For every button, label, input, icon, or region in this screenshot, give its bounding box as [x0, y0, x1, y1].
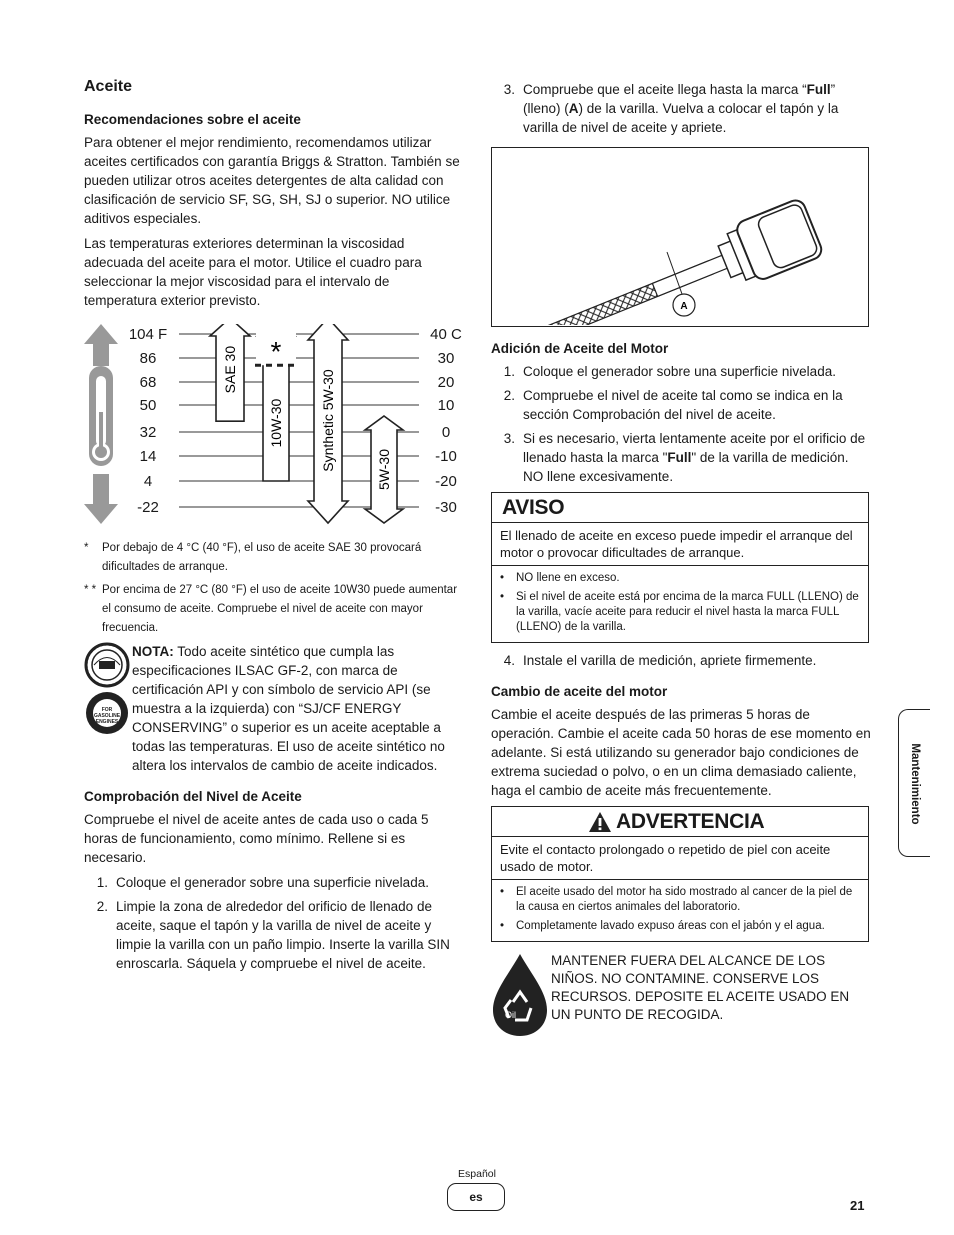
add-step3-full: Full [667, 450, 692, 465]
step3-mid: ” (lleno) ( [523, 82, 836, 116]
advertencia-title: ADVERTENCIA [616, 809, 765, 833]
step3-a: A [568, 101, 579, 116]
oil-recycle-icon [491, 952, 549, 1043]
check-step-1 [84, 873, 464, 892]
aviso-bullet-1: • NO llene en exceso. [500, 571, 860, 586]
recommendations-heading: Recomendaciones sobre el aceite [84, 112, 301, 127]
warning-triangle-icon [588, 811, 612, 833]
dipstick-figure [491, 147, 869, 327]
recommendations-paragraph-1: Para obtener el mejor rendimiento, recomendamos utilizar aceites certificados con garantía Briggs & Stratton. También se pueden utilizar otros aceites detergentes de alta calidad con clasificación de servicio SF, SG, SH, SJ o superior. NO utilice aditivos especiales. [84, 135, 460, 226]
aviso-title: AVISO [502, 495, 565, 519]
check-level-heading: Comprobación del Nivel de Aceite [84, 789, 302, 804]
add-step-1-text: Coloque el generador sobre una superficie nivelada. [523, 364, 836, 379]
add-step3-post: " de la varilla de medición. NO llene excesivamente. [523, 450, 849, 484]
temp-c-label: 10 [437, 397, 455, 414]
page-number: 21 [850, 1198, 865, 1213]
add-step-1 [491, 362, 871, 381]
footnote-2-mark: * * [84, 584, 97, 596]
viscosity-chart-svg [84, 324, 464, 529]
api-service-symbol-icon [84, 690, 130, 736]
temp-c-label: -20 [435, 473, 457, 490]
add-step-4 [491, 651, 871, 670]
dipstick-illustration [492, 148, 867, 325]
svg-text:FOR: FOR [101, 707, 113, 713]
temp-f-label: 32 [139, 424, 157, 441]
add-step-2-text: Compruebe el nivel de aceite tal como se indica en la sección Comprobación del nivel de aceite. [523, 388, 843, 422]
oil-change-paragraph: Cambie el aceite después de las primeras 5 horas de operación. Cambie el aceite cada 50 horas de ese momento en adelante. Si está utilizando su generador bajo condiciones de extrema suciedad o polvo, o en un clima demasiado caliente, haga el cambio de aceite más frecuentemente. [491, 707, 871, 798]
note-label: NOTA: [132, 644, 174, 659]
synthetic-oil-note [84, 642, 464, 775]
add-step-3-number: 3. [503, 431, 515, 446]
check-step-2-number: 2. [96, 899, 108, 914]
advertencia-header [492, 807, 868, 837]
temp-c-label: 40 C [430, 326, 462, 343]
add-step-4-number: 4. [503, 653, 515, 668]
svg-text:ENGINES: ENGINES [95, 719, 119, 725]
check-step-3-text [523, 80, 871, 137]
advertencia-bullet-2-text: Completamente lavado expuso áreas con el jabón y el agua. [516, 920, 825, 932]
api-seals [84, 642, 132, 775]
advertencia-box [491, 806, 869, 942]
advertencia-bullet-1: • El aceite usado del motor ha sido mostrado al cancer de la piel de la causa en ciertos animales del laboratorio. [500, 885, 860, 915]
oil-type-label: Synthetic 5W-30 [320, 369, 336, 472]
aviso-box [491, 492, 869, 643]
footnote-1 [84, 539, 464, 577]
footnote-1-text: Por debajo de 4 °C (40 °F), el uso de aceite SAE 30 provocará dificultades de arranque. [102, 542, 422, 573]
check-step-3 [491, 80, 871, 137]
temp-c-label: 30 [437, 350, 455, 367]
temp-f-label: 86 [139, 350, 157, 367]
footnote-2-text: Por encima de 27 °C (80 °F) el uso de aceite 10W30 puede aumentar el consumo de aceite. Compruebe el nivel de aceite con mayor frecuencia. [102, 584, 458, 634]
thermometer-icon [89, 366, 113, 466]
aviso-bullet-2: • Si el nivel de aceite está por encima de la marca FULL (LLENO) de la varilla, vacíe aceite para reducir el nivel hasta la marca FULL (LLENO) de la varilla. [500, 591, 859, 633]
thermometer-down-arrow [84, 474, 118, 524]
add-step-3-text [523, 429, 871, 486]
advertencia-body: Evite el contacto prolongado o repetido de piel con aceite usado de motor. [492, 837, 868, 880]
add-step3-pre: Si es necesario, vierta lentamente aceite por el orificio de llenado hasta la marca " [523, 431, 866, 465]
advertencia-bullet-2: • Completamente lavado expuso áreas con el jabón y el agua. [500, 919, 860, 934]
aviso-bullet-2-text: Si el nivel de aceite está por encima de la marca FULL (LLENO) de la varilla, vacíe aceite para reducir el nivel hasta la marca FULL (LLENO) de la varilla. [516, 591, 859, 633]
advertencia-bullets [492, 880, 868, 941]
check-level-paragraph: Compruebe el nivel de aceite antes de cada uso o cada 5 horas de funcionamiento, como mínimo. Rellene si es necesario. [84, 812, 429, 865]
footnote-1-mark: * [84, 542, 89, 554]
section-side-tab[interactable] [898, 709, 930, 857]
section-title: Aceite [84, 78, 133, 95]
oil-type-label: SAE 30 [222, 345, 238, 394]
aviso-body: El llenado de aceite en exceso puede impedir el arranque del motor o provocar dificultades de arranque. [492, 523, 868, 566]
oil-type-label: 10W-30 [268, 398, 284, 448]
step3-full: Full [806, 82, 831, 97]
temp-f-label: 50 [139, 397, 157, 414]
api-certification-mark-icon [84, 642, 130, 688]
oil-icon-label: Oil [505, 1010, 516, 1020]
asterisk-mark: * [270, 336, 282, 368]
temp-c-label: -30 [435, 499, 457, 516]
callout-a-label: A [680, 301, 688, 312]
add-step-4-text: Instale el varilla de medición, apriete firmemente. [523, 653, 817, 668]
footer-language: Español [458, 1168, 496, 1180]
recommendations-paragraph-2: Las temperaturas exteriores determinan la viscosidad adecuada del aceite para el motor. Utilice el cuadro para seleccionar la mejor viscosidad para el intervalo de temperatura exterior previsto. [84, 236, 422, 308]
note-text [132, 642, 464, 775]
temp-c-label: 20 [437, 374, 455, 391]
oil-viscosity-chart [84, 324, 464, 529]
recycle-oil-block [491, 952, 871, 1043]
temp-f-label: 4 [143, 473, 153, 490]
temp-f-label: 14 [139, 448, 157, 465]
right-column [491, 80, 871, 1043]
oil-type-label: 5W-30 [376, 449, 392, 490]
note-body: Todo aceite sintético que cumpla las especificaciones ILSAC GF-2, con marca de certificación API y con símbolo de servicio API (se muestra a la izquierda) con “SJ/CF ENERGY CONSERVING” o superior es un aceite aceptable a todas las temperaturas. El uso de aceite sintético no altera los intervalos de cambio de aceite indicados. [132, 644, 445, 773]
temp-c-label: -10 [435, 448, 457, 465]
aviso-header [492, 493, 868, 523]
side-tab-label: Mantenimiento [909, 743, 921, 825]
step3-post: ) de la varilla. Vuelva a colocar el tapón y la varilla de nivel de aceite y apriete. [523, 101, 839, 135]
check-step-2-text: Limpie la zona de alrededor del orificio de llenado de aceite, saque el tapón y la varilla de nivel de aceite y limpie la varilla con un paño limpio. Inserte la varilla SIN enroscarla. Sáquela y compruebe el nivel de aceite. [116, 899, 450, 971]
temp-f-label: 68 [139, 374, 157, 391]
advertencia-bullet-1-text: El aceite usado del motor ha sido mostrado al cancer de la piel de la causa en ciertos animales del laboratorio. [516, 886, 853, 913]
add-step-1-number: 1. [503, 364, 515, 379]
footnote-2 [84, 581, 464, 638]
language-code-badge: es [447, 1183, 505, 1211]
check-step-1-number: 1. [96, 875, 108, 890]
temp-c-label: 0 [441, 424, 451, 441]
recycle-text: MANTENER FUERA DEL ALCANCE DE LOS NIÑOS. NO CONTAMINE. CONSERVE LOS RECURSOS. DEPOSITE EL ACEITE USADO EN UN PUNTO DE RECOGIDA. [551, 953, 850, 1022]
aviso-bullets [492, 566, 868, 642]
oil-change-heading: Cambio de aceite del motor [491, 684, 668, 699]
add-step-2-number: 2. [503, 388, 515, 403]
add-oil-heading: Adición de Aceite del Motor [491, 341, 669, 356]
check-step-2 [84, 897, 464, 973]
add-step-2 [491, 386, 871, 424]
aviso-bullet-1-text: NO llene en exceso. [516, 572, 620, 584]
step3-pre: Compruebe que el aceite llega hasta la marca “ [523, 82, 807, 97]
thermometer-up-arrow [84, 324, 118, 366]
temp-f-label: 104 F [128, 326, 168, 343]
add-step-3 [491, 429, 871, 486]
temp-f-label: -22 [137, 499, 159, 516]
left-column [84, 78, 464, 978]
check-step-1-text: Coloque el generador sobre una superficie nivelada. [116, 875, 429, 890]
check-step-3-number: 3. [503, 82, 515, 97]
svg-text:GASOLINE: GASOLINE [93, 713, 121, 719]
